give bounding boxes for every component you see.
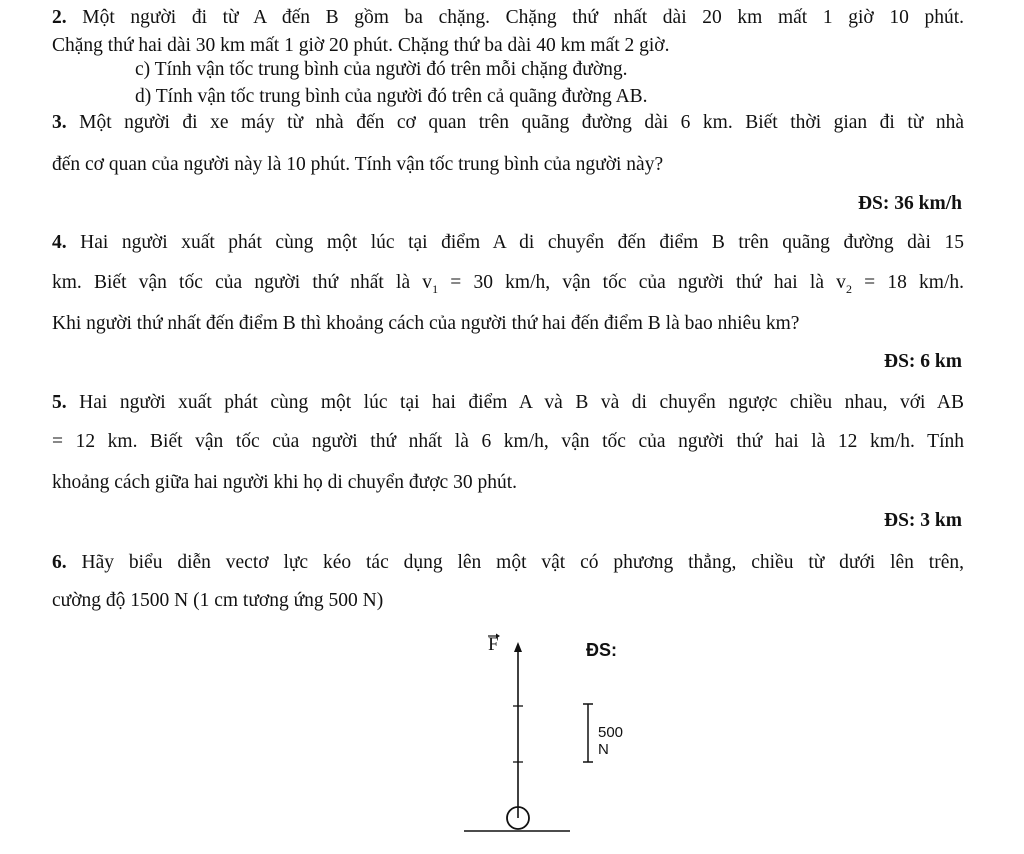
- problem-2-line-1: 2. Một người đi từ A đến B gồm ba chặng. Chặng thứ nhất dài 20 km mất 1 giờ 10 phút.: [52, 7, 964, 28]
- problem-5-line-2: = 12 km. Biết vận tốc của người thứ nhất là 6 km/h, vận tốc của người thứ hai là 12 km/h. Tính: [52, 431, 964, 452]
- problem-3-answer: ĐS: 36 km/h: [857, 193, 962, 214]
- problem-5-answer: ĐS: 3 km: [883, 510, 962, 531]
- problem-4-line-1: 4. Hai người xuất phát cùng một lúc tại điểm A di chuyển đến điểm B trên quãng đường dài 15: [52, 232, 964, 253]
- problem-3-line-1: 3. Một người đi xe máy từ nhà đến cơ quan trên quãng đường dài 6 km. Biết thời gian đi từ nhà: [52, 112, 964, 133]
- problem-3-line-2: đến cơ quan của người này là 10 phút. Tính vận tốc trung bình của người này?: [52, 154, 664, 175]
- problem-2-line-2: Chặng thứ hai dài 30 km mất 1 giờ 20 phút. Chặng thứ ba dài 40 km mất 2 giờ.: [52, 35, 670, 56]
- problem-2-part-c: c) Tính vận tốc trung bình của người đó trên mỗi chặng đường.: [135, 59, 628, 80]
- problem-4-answer: ĐS: 6 km: [883, 351, 962, 372]
- arrow-head: [514, 642, 522, 652]
- problem-6-line-2: cường độ 1500 N (1 cm tương ứng 500 N): [52, 590, 384, 611]
- problem-6-line-1: 6. Hãy biểu diễn vectơ lực kéo tác dụng lên một vật có phương thẳng, chiều từ dưới lên trên,: [52, 552, 964, 573]
- problem-2-part-d: d) Tính vận tốc trung bình của người đó trên cả quãng đường AB.: [135, 86, 648, 107]
- problem-4-line-2: km. Biết vận tốc của người thứ nhất là $v_1 = 30$ km/h, vận tốc của người thứ hai là $v_2 = 18$ km/h.: [52, 272, 964, 296]
- problem-5-line-1: 5. Hai người xuất phát cùng một lúc tại hai điểm A và B và di chuyển ngược chiều nhau, với AB: [52, 392, 964, 413]
- vector-label: F: [488, 634, 499, 655]
- problem-4-line-3: Khi người thứ nhất đến điểm B thì khoảng cách của người thứ hai đến điểm B là bao nhiêu km?: [52, 313, 800, 334]
- problem-5-line-3: khoảng cách giữa hai người khi họ di chuyển được 30 phút.: [52, 472, 517, 493]
- scale-label: 500 N: [598, 724, 624, 758]
- figure-answer-label: ĐS:: [586, 640, 617, 660]
- force-diagram: [460, 628, 624, 843]
